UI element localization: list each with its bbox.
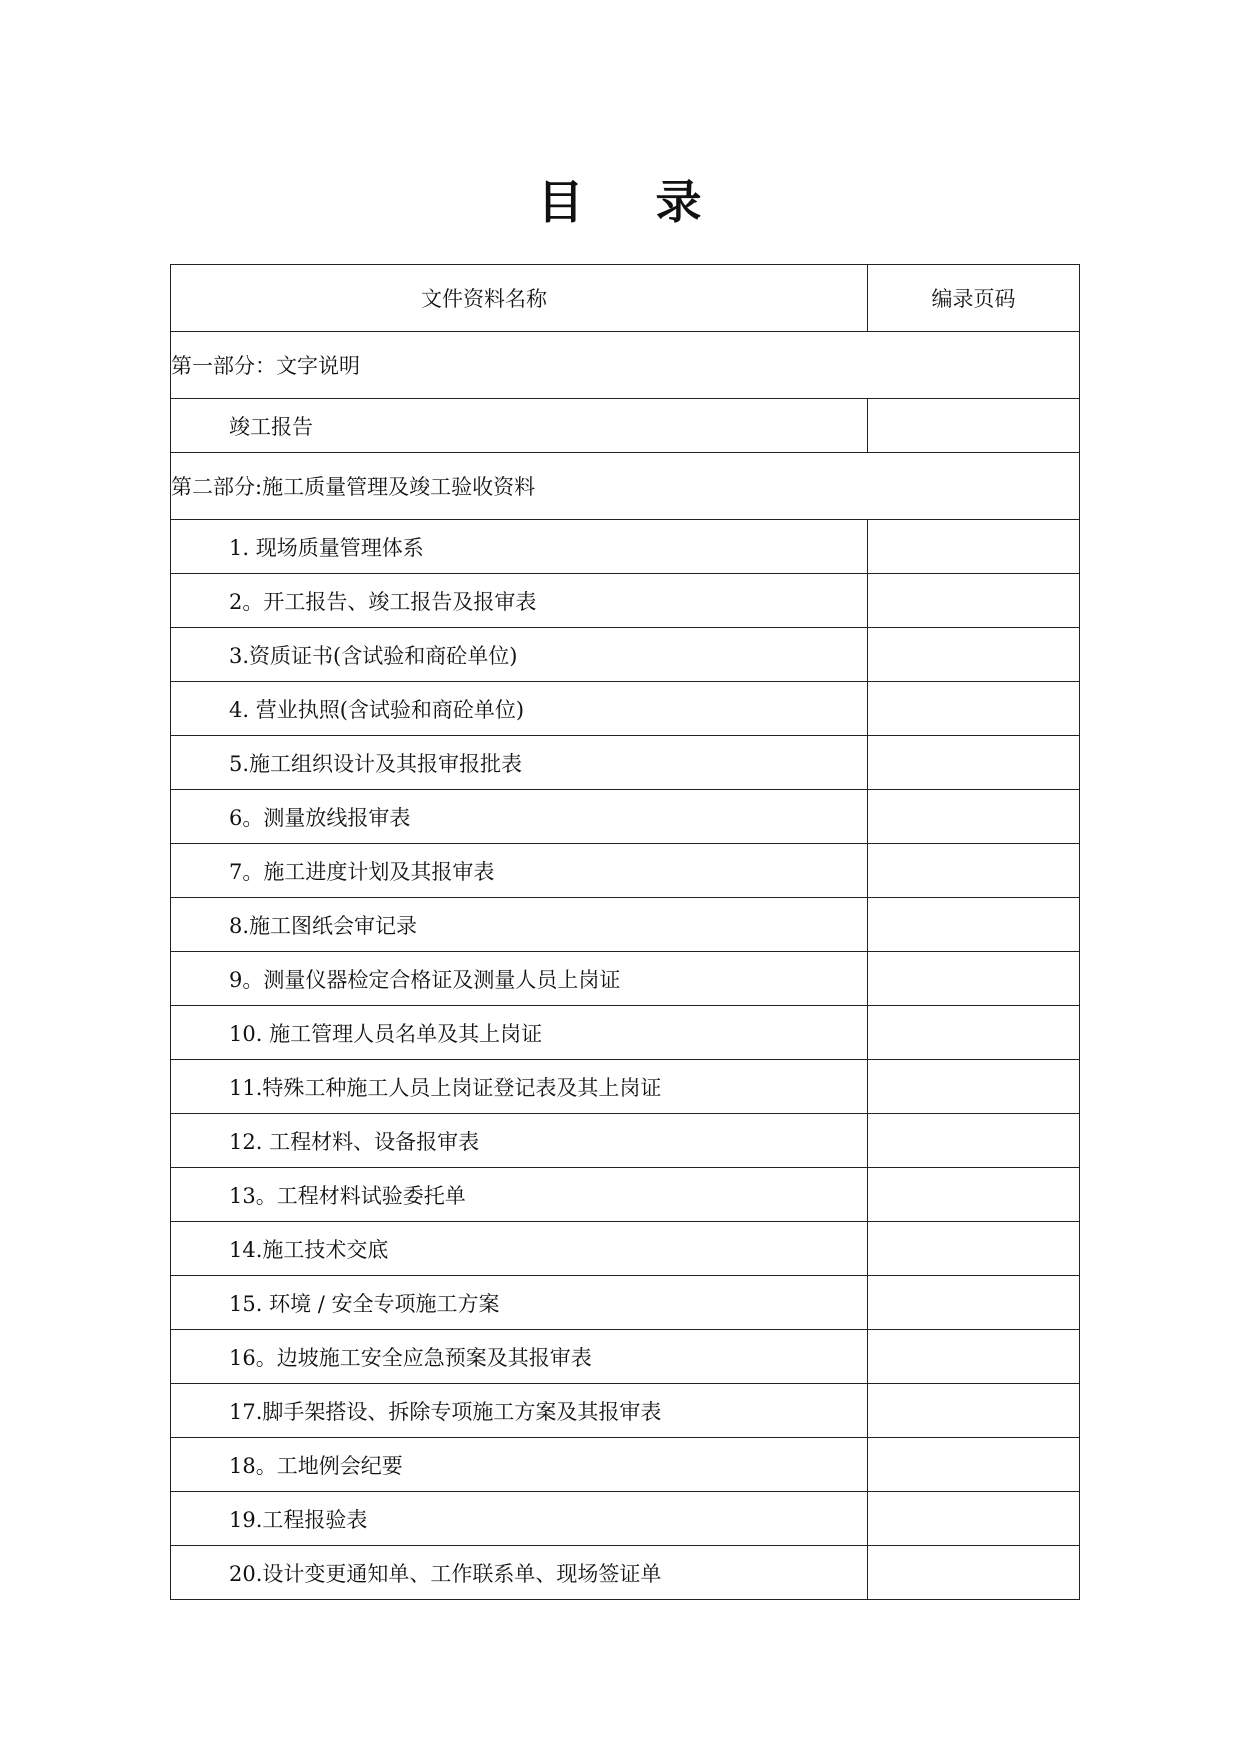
item-page — [868, 1276, 1080, 1330]
item-page — [868, 1384, 1080, 1438]
item-name: 竣工报告 — [171, 399, 868, 453]
item-page — [868, 628, 1080, 682]
table-row — [171, 1060, 1080, 1114]
item-name: 1. 现场质量管理体系 — [171, 520, 868, 574]
table-row — [171, 1330, 1080, 1384]
item-page — [868, 1114, 1080, 1168]
item-page — [868, 736, 1080, 790]
table-row — [171, 682, 1080, 736]
item-page — [868, 1006, 1080, 1060]
item-page — [868, 1330, 1080, 1384]
item-name: 13。工程材料试验委托单 — [171, 1168, 868, 1222]
item-page — [868, 399, 1080, 453]
table-row — [171, 1114, 1080, 1168]
section-2-title: 第二部分:施工质量管理及竣工验收资料 — [171, 453, 1080, 520]
page-title-right: 录 — [655, 175, 704, 229]
item-name: 11.特殊工种施工人员上岗证登记表及其上岗证 — [171, 1060, 868, 1114]
table-row — [171, 898, 1080, 952]
section-1-title: 第一部分：文字说明 — [171, 332, 1080, 399]
item-page — [868, 1222, 1080, 1276]
table-row — [171, 628, 1080, 682]
table-header-row — [171, 265, 1080, 332]
table-row — [171, 736, 1080, 790]
item-name: 19.工程报验表 — [171, 1492, 868, 1546]
item-name: 10. 施工管理人员名单及其上岗证 — [171, 1006, 868, 1060]
section-row — [171, 453, 1080, 520]
page-title-left: 目 — [537, 175, 586, 229]
item-name: 20.设计变更通知单、工作联系单、现场签证单 — [171, 1546, 868, 1600]
item-page — [868, 1168, 1080, 1222]
header-name-cell: 文件资料名称 — [171, 265, 868, 332]
item-page — [868, 682, 1080, 736]
item-name: 2。开工报告、竣工报告及报审表 — [171, 574, 868, 628]
header-page-cell: 编录页码 — [868, 265, 1080, 332]
item-page — [868, 844, 1080, 898]
item-name: 9。测量仪器检定合格证及测量人员上岗证 — [171, 952, 868, 1006]
table-row — [171, 1546, 1080, 1600]
item-name: 18。工地例会纪要 — [171, 1438, 868, 1492]
table-row — [171, 1276, 1080, 1330]
table-row — [171, 1006, 1080, 1060]
table-row — [171, 1222, 1080, 1276]
item-page — [868, 1492, 1080, 1546]
item-name: 3.资质证书(含试验和商砼单位) — [171, 628, 868, 682]
toc-table — [170, 264, 1080, 1600]
item-page — [868, 1546, 1080, 1600]
item-name: 16。边坡施工安全应急预案及其报审表 — [171, 1330, 868, 1384]
item-page — [868, 520, 1080, 574]
table-row — [171, 520, 1080, 574]
table-row — [171, 1438, 1080, 1492]
item-page — [868, 1060, 1080, 1114]
item-name: 15. 环境 / 安全专项施工方案 — [171, 1276, 868, 1330]
item-name: 7。施工进度计划及其报审表 — [171, 844, 868, 898]
item-name: 17.脚手架搭设、拆除专项施工方案及其报审表 — [171, 1384, 868, 1438]
section-row — [171, 332, 1080, 399]
page-title — [0, 172, 1241, 232]
table-row — [171, 399, 1080, 453]
item-name: 6。测量放线报审表 — [171, 790, 868, 844]
item-name: 5.施工组织设计及其报审报批表 — [171, 736, 868, 790]
item-name: 4. 营业执照(含试验和商砼单位) — [171, 682, 868, 736]
item-page — [868, 952, 1080, 1006]
item-page — [868, 574, 1080, 628]
table-row — [171, 844, 1080, 898]
table-row — [171, 574, 1080, 628]
table-row — [171, 1168, 1080, 1222]
item-page — [868, 1438, 1080, 1492]
item-name: 14.施工技术交底 — [171, 1222, 868, 1276]
item-page — [868, 898, 1080, 952]
table-row — [171, 952, 1080, 1006]
table-row — [171, 790, 1080, 844]
table-row — [171, 1492, 1080, 1546]
item-name: 12. 工程材料、设备报审表 — [171, 1114, 868, 1168]
item-page — [868, 790, 1080, 844]
item-name: 8.施工图纸会审记录 — [171, 898, 868, 952]
table-row — [171, 1384, 1080, 1438]
